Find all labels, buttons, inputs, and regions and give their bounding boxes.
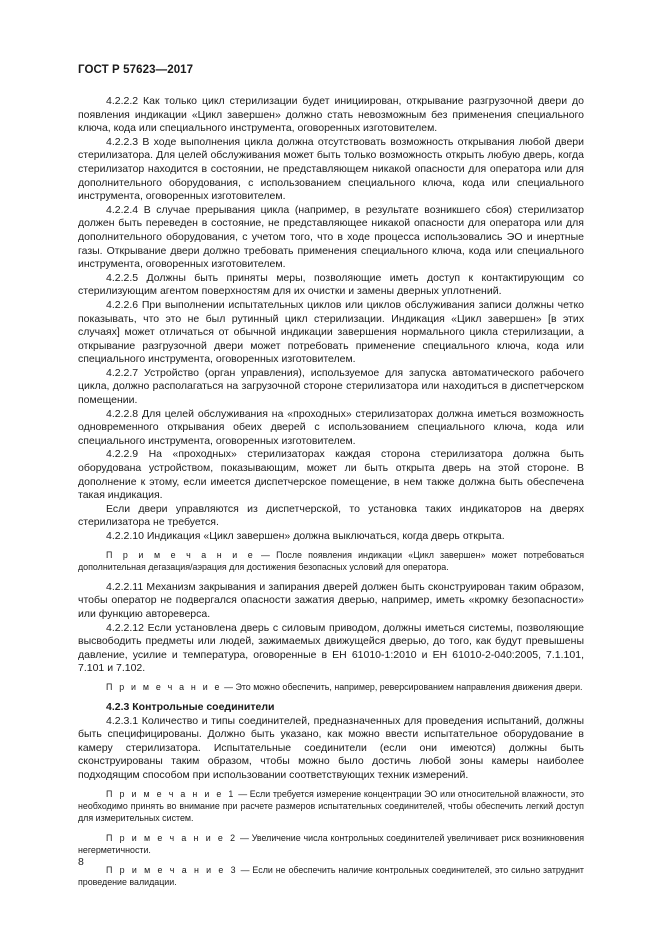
body-paragraph: 4.2.2.3 В ходе выполнения цикла должна отсутствовать возможность открывания любой двери стерилизатора. Для целей обслуживания может быть только возможность открыть любую дверь, когда стерилизатор находится в состоянии, не представляющем никакой опасности для оператора или для дополнительного оборудования, с использованием специального ключа, кода или специального инструмента, оговоренных изготовителем. (78, 135, 584, 203)
page-content (78, 95, 584, 896)
note-label: П р и м е ч а н и е (106, 549, 255, 560)
body-paragraph: 4.2.2.5 Должны быть приняты меры, позволяющие иметь доступ к контактирующим со стерилизующим агентом поверхностям для их очистки и замены дверных уплотнений. (78, 271, 584, 298)
body-paragraph: 4.2.2.6 При выполнении испытательных циклов или циклов обслуживания записи должны четко показывать, что это не был рутинный цикл стерилизации. Индикация «Цикл завершен» [в этих случаях] может отличаться от обычной индикации завершения нормального цикла стерилизации, а открывание разгрузочной двери может потребовать применение специального ключа, кода или специального инструмента, оговоренных изготовителем. (78, 298, 584, 366)
standard-header: ГОСТ Р 57623—2017 (78, 64, 194, 76)
page-number: 8 (78, 856, 84, 868)
body-paragraph: 4.2.2.9 На «проходных» стерилизаторах каждая сторона стерилизатора должна быть оборудована устройством, показывающим, может ли быть открыта дверь на этой стороне. В дополнение к этому, если имеется диспетчерское помещение, в нем также должна быть обеспечена такая индикация. (78, 448, 584, 502)
body-paragraph: 4.2.2.10 Индикация «Цикл завершен» должна выключаться, когда дверь открыта. (106, 530, 505, 542)
note-text: — Если не обеспечить наличие контрольных соединителей, это сильно затруднит проведение валидации. (78, 865, 584, 888)
note-text: — Если требуется измерение концентрации ЭО или относительной влажности, это необходимо принять во внимание при расчете размеров испытательных соединителей, чтобы обеспечить легкий доступ для измерительных систем. (78, 788, 584, 823)
note-text: — После появления индикации «Цикл завершен» может потребоваться дополнительная дегазация/аэрация для достижения безопасных условий для оператора. (78, 549, 585, 572)
body-paragraph: 4.2.2.2 Как только цикл стерилизации будет инициирован, открывание разгрузочной двери до появления индикации «Цикл завершен» должно стать невозможным без применения специального ключа, кода или специального инструмента, оговоренных изготовителем. (78, 95, 584, 135)
note-paragraph (78, 681, 584, 693)
body-paragraph: Если двери управляются из диспетчерской, то установка таких индикаторов на дверях стерилизатора не требуется. (78, 502, 584, 529)
body-paragraph: 4.2.2.7 Устройство (орган управления), используемое для запуска автоматического рабочего цикла, должно располагаться на загрузочной стороне стерилизатора или находиться в диспетчерском помещении. (78, 366, 584, 407)
body-paragraph: 4.2.2.4 В случае прерывания цикла (например, в результате возникшего сбоя) стерилизатор должен быть переведен в состояние, не представляющее никакой опасности для оператора или для дополнительного оборудования, с учетом того, что в ходе процесса использовались ЭО и инертные газы. Открывание двери должно требовать применения специального ключа, кода или специального инструмента, оговоренных изготовителем. (78, 203, 584, 271)
note-text: — Это можно обеспечить, например, реверсированием направления движения двери. (221, 681, 583, 692)
body-paragraph: 4.2.2.8 Для целей обслуживания на «проходных» стерилизаторах должна иметься возможность одновременного открывания обеих дверей с использованием специального ключа, кода или специального инструмента, оговоренных изготовителем. (78, 407, 584, 447)
note-label: П р и м е ч а н и е 1 (106, 788, 236, 799)
note-label: П р и м е ч а н и е 2 (106, 832, 238, 843)
note-paragraph (78, 832, 584, 856)
note-paragraph (78, 788, 584, 824)
note-label: П р и м е ч а н и е (106, 681, 222, 692)
note-label: П р и м е ч а н и е 3 (106, 865, 238, 876)
body-paragraph: 4.2.3.1 Количество и типы соединителей, предназначенных для проведения испытаний, должны быть специфицированы. Должно быть указано, как можно ввести испытательное оборудование в камеру стерилизатора. Испытательные соединители (если они имеются) должны быть сконструированы таким образом, чтобы можно было достичь любой зоны камеры наиболее подходящим способом при использовании соответствующих техник измерений. (78, 714, 584, 781)
note-text: — Увеличение числа контрольных соединителей увеличивает риск возникновения негерметичности. (78, 832, 584, 855)
body-paragraph: 4.2.2.12 Если установлена дверь с силовым приводом, должны иметься системы, позволяющие высвободить предметы или людей, зажимаемых движущейся дверью, до того, как будут превышены давление, усилие и температура, оговоренные в ЕН 61010-1:2010 и ЕН 61010-2-040:2005, 7.1.101, 7.101 и 7.102. (78, 621, 584, 675)
body-paragraph: 4.2.2.11 Механизм закрывания и запирания дверей должен быть сконструирован таким образом, чтобы оператор не подвергался опасности зажатия дверью, например, иметь «кромку безопасности» или функцию автореверса. (78, 580, 584, 620)
note-paragraph (78, 549, 584, 573)
section-heading: 4.2.3 Контрольные соединители (106, 701, 275, 714)
note-paragraph (78, 864, 584, 888)
